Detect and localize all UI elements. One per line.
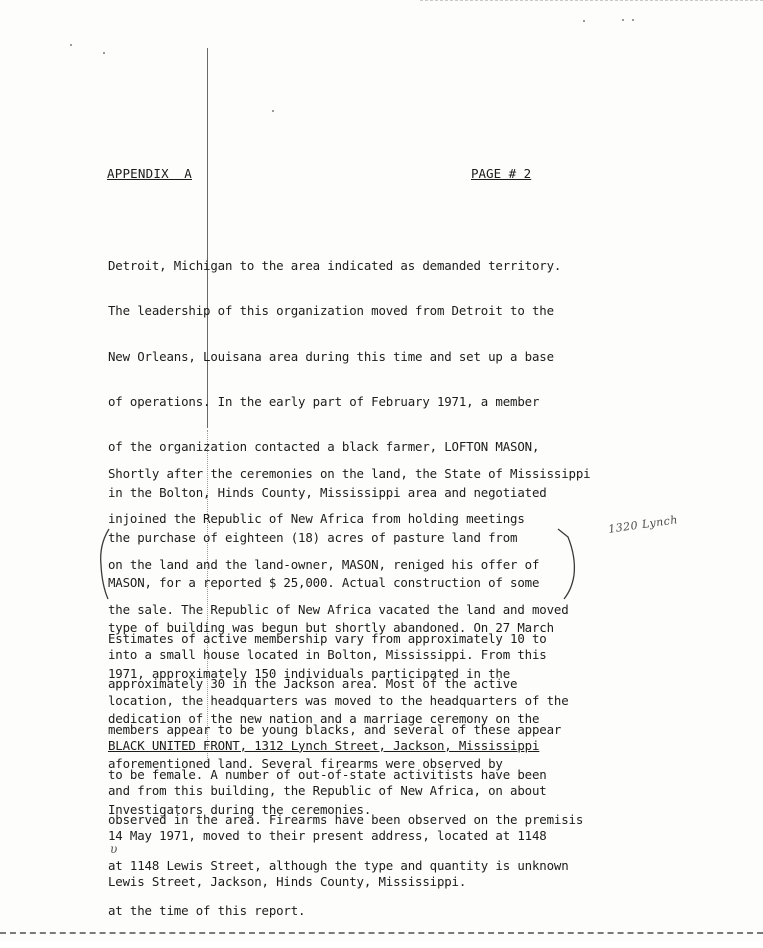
text-line: dedication of the new nation and a marriage ceremony on the: [108, 711, 540, 726]
text-line: approximately 30 in the Jackson area. Most of the active: [108, 676, 518, 692]
text-line: in the Bolton, Hinds County, Mississippi area and negotiated: [108, 484, 547, 500]
text-line: into a small house located in Bolton, Mississippi. From this: [108, 647, 547, 663]
page-number: PAGE # 2: [471, 166, 532, 181]
text-line: 1971, approximately 150 individuals participated in the: [108, 665, 511, 681]
scan-edge-top: [420, 0, 763, 1]
text-line: observed in the area. Firearms have been observed on the premisis: [108, 812, 584, 828]
text-line: Shortly after the ceremonies on the land, the State of Mississippi: [108, 466, 591, 482]
text-line: MASON, for a reported $ 25,000. Actual construction of some: [108, 575, 540, 591]
text-line: the purchase of eighteen (18) acres of pasture land from: [108, 529, 518, 545]
handwritten-footer-mark: υ: [110, 842, 118, 856]
text-line: at 1148 Lewis Street, although the type and quantity is unknown: [108, 857, 569, 873]
paragraph-3: [108, 601, 628, 948]
scan-speck: [272, 110, 274, 112]
handwritten-bracket-right: [556, 527, 582, 601]
scan-speck: [70, 44, 72, 46]
text-line: of the organization contacted a black farmer, LOFTON MASON,: [108, 439, 540, 455]
scan-speck: [632, 19, 634, 21]
text-line: and from this building, the Republic of New Africa, on about: [108, 783, 547, 799]
text-line: The leadership of this organization moved from Detroit to the: [108, 303, 554, 319]
handwritten-bracket-left: [97, 527, 111, 601]
text-line: at the time of this report.: [108, 902, 306, 918]
text-line: 14 May 1971, moved to their present address, located at 1148: [108, 828, 547, 844]
text-line: Estimates of active membership vary from approximately 10 to: [108, 631, 547, 647]
text-line: Detroit, Michigan to the area indicated as demanded territory.: [108, 258, 562, 274]
scan-edge-bottom: [0, 932, 763, 934]
text-line: on the land and the land-owner, MASON, reniged his offer of: [108, 556, 540, 572]
text-line: Lewis Street, Jackson, Hinds County, Mississippi.: [108, 873, 467, 889]
text-line: aforementioned land. Several firearms were observed by: [108, 756, 503, 772]
text-line: type of building was begun but shortly abandoned. On 27 March: [108, 620, 554, 636]
text-line: members appear to be young blacks, and several of these appear: [108, 721, 562, 737]
underlined-text-line: BLACK UNITED FRONT, 1312 Lynch Street, Jackson, Mississippi: [108, 737, 540, 753]
appendix-label: APPENDIX A: [107, 166, 192, 181]
text-line: to be female. A number of out-of-state activitists have been: [108, 767, 547, 783]
handwritten-margin-note: 1320 Lynch: [607, 513, 679, 536]
text-line: Investigators during the ceremonies.: [108, 801, 372, 817]
text-line: injoined the Republic of New Africa from holding meetings: [108, 511, 525, 527]
scan-speck: [103, 52, 105, 54]
text-line: the sale. The Republic of New Africa vacated the land and moved: [108, 602, 569, 618]
text-line: New Orleans, Louisana area during this time and set up a base: [108, 348, 554, 364]
text-line: location, the headquarters was moved to the headquarters of the: [108, 692, 569, 708]
text-line: of operations. In the early part of February 1971, a member: [108, 394, 540, 410]
scan-speck: [583, 20, 585, 22]
scan-speck: [622, 19, 624, 21]
